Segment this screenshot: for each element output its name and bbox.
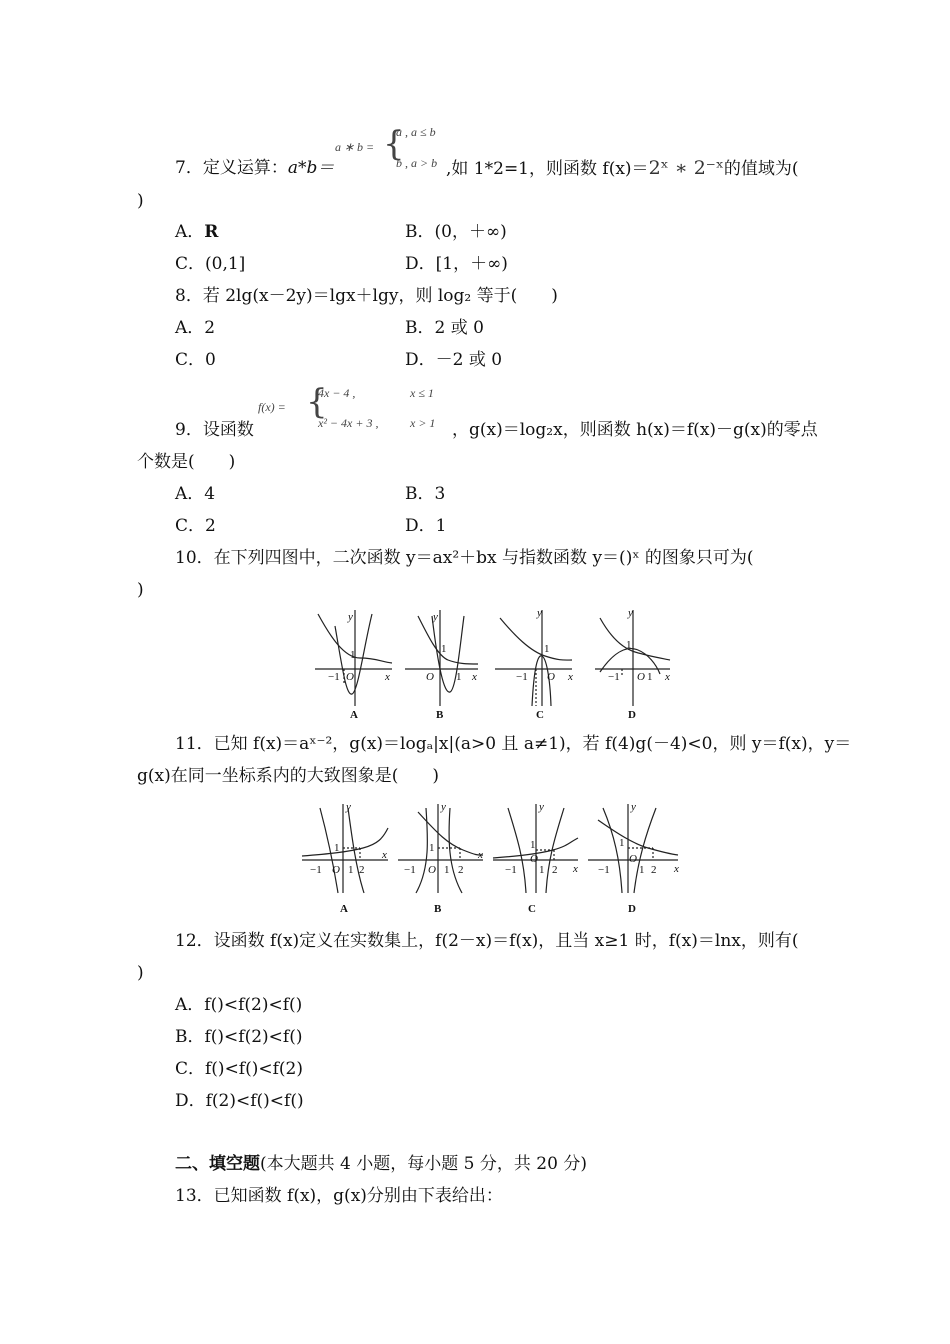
q9-piece2b: x > 1 xyxy=(410,416,436,430)
section2-heading xyxy=(175,1153,587,1175)
q11-b-one-x: 1 xyxy=(444,864,450,876)
q10-cont: ) xyxy=(137,580,144,600)
q11-d-one-x: 1 xyxy=(639,864,645,876)
q7-option-a-value: R xyxy=(204,222,219,242)
q11-a-neg-one: −1 xyxy=(310,864,322,876)
q11-c-x-label: x xyxy=(573,863,578,875)
q11-label-c: C xyxy=(528,903,536,915)
q7-option-d: D．[1，＋∞) xyxy=(405,254,508,274)
q7-mid: ,如 1*2=1，则函数 f(x)＝ xyxy=(446,159,649,179)
q10-b-exp-curve xyxy=(418,616,478,664)
q11-c-neg-one: −1 xyxy=(505,864,517,876)
q10-label-a: A xyxy=(350,709,358,721)
q10-c-exp-curve xyxy=(500,618,572,660)
q11-b-log-right xyxy=(449,808,462,893)
q10-a-one: 1 xyxy=(350,649,356,661)
q11-d-neg-one: −1 xyxy=(598,864,610,876)
q11-b-one: 1 xyxy=(429,842,435,854)
q9-option-b: B．3 xyxy=(405,484,446,504)
q11-graph-d xyxy=(588,804,678,893)
q10-d-one-x: 1 xyxy=(647,671,653,683)
q11-d-log-right xyxy=(634,808,656,893)
q11-graph-b xyxy=(398,804,483,893)
q10-graph-b xyxy=(405,610,478,706)
q7-piece1: a , a ≤ b xyxy=(396,125,436,139)
q11-a-one: 1 xyxy=(334,842,340,854)
q7-option-c: C．(0,1] xyxy=(175,254,246,274)
q9-brace: { xyxy=(306,382,328,422)
q10-c-y-label: y xyxy=(537,607,542,619)
q9-option-a: A．4 xyxy=(175,484,216,504)
q11-label-a: A xyxy=(340,903,348,915)
q9-piece1a: 4x − 4 , xyxy=(318,386,356,400)
section2-note: (本大题共 4 小题，每小题 5 分，共 20 分) xyxy=(260,1154,587,1174)
q10-d-x-label: x xyxy=(665,671,670,683)
q10-d-neg-one: −1 xyxy=(608,671,620,683)
q11-b-x-label: x xyxy=(478,849,483,861)
q10-graph-c xyxy=(495,610,572,706)
q8-option-c: C．0 xyxy=(175,350,216,370)
q9-prefix: 9．设函数 xyxy=(175,420,254,440)
q9-cont: 个数是( ) xyxy=(137,452,236,472)
q11-a-one-x: 1 xyxy=(348,864,354,876)
q9-piece2a: x² − 4x + 3 , xyxy=(318,416,379,430)
q7-line xyxy=(175,157,334,179)
section2-title: 二、填空题 xyxy=(175,1154,260,1174)
q10-a-neg-one: −1 xyxy=(328,671,340,683)
q7-brace: { xyxy=(383,124,405,164)
q10-c-x-label: x xyxy=(568,671,573,683)
q10-d-origin: O xyxy=(637,671,645,683)
q10-figure-svg xyxy=(310,606,680,726)
q9-piece1b: x ≤ 1 xyxy=(410,386,434,400)
q8-stem: 8．若 2lg(x－2y)＝lgx＋lgy，则 log₂ 等于( ) xyxy=(175,286,558,306)
q11-d-two-x: 2 xyxy=(651,864,657,876)
q10-label-d: D xyxy=(628,709,636,721)
q7-func: 2ˣ ∗ 2⁻ˣ xyxy=(648,157,724,179)
q10-b-y-label: y xyxy=(433,611,438,623)
q7-piece2: b , a > b xyxy=(396,156,438,170)
q10-a-x-label: x xyxy=(385,671,390,683)
q12-option-a: A．f()<f(2)<f() xyxy=(175,995,303,1015)
q10-b-x-label: x xyxy=(472,671,477,683)
q11-d-y-label: y xyxy=(631,801,636,813)
q11-d-log-left xyxy=(603,808,622,893)
q10-d-exp-curve xyxy=(600,618,670,660)
q7-option-a xyxy=(175,221,218,243)
q10-graph-d xyxy=(595,610,670,706)
q11-a-origin: O xyxy=(332,864,340,876)
q11-c-log-left xyxy=(508,808,526,893)
q10-b-one: 1 xyxy=(441,643,447,655)
q9-option-d: D．1 xyxy=(405,516,447,536)
q7-suffix: 的值域为( xyxy=(723,159,799,179)
q11-c-one-x: 1 xyxy=(539,864,545,876)
q11-label-b: B xyxy=(434,903,442,915)
q12-cont: ) xyxy=(137,963,144,983)
q10-a-origin: O xyxy=(346,671,354,683)
q11-a-two-x: 2 xyxy=(359,864,365,876)
q11-d-origin: O xyxy=(629,853,637,865)
q10-a-y-label: y xyxy=(348,611,353,623)
q7-prefix: 7．定义运算： xyxy=(175,158,288,178)
q12-option-c: C．f()<f()<f(2) xyxy=(175,1059,303,1079)
q10-label-c: C xyxy=(536,709,544,721)
q7-cont: ) xyxy=(137,191,144,211)
q11-b-two-x: 2 xyxy=(458,864,464,876)
q10-figure xyxy=(310,606,680,726)
q11-b-origin: O xyxy=(428,864,436,876)
q10-label-b: B xyxy=(436,709,444,721)
q11-c-one: 1 xyxy=(530,839,536,851)
q8-option-d: D．－2 或 0 xyxy=(405,350,503,370)
q11-stem: 11．已知 f(x)＝aˣ⁻²，g(x)＝logₐ|x|(a>0 且 a≠1)，若 f(4)g(－4)<0，则 y＝f(x)，y＝ xyxy=(175,734,852,754)
q11-b-y-label: y xyxy=(441,801,446,813)
q11-a-exp-curve xyxy=(302,828,388,856)
q9-piece-lhs: f(x) = xyxy=(258,400,286,414)
q11-c-y-label: y xyxy=(539,801,544,813)
q11-cont: g(x)在同一坐标系内的大致图象是( ) xyxy=(137,766,439,786)
q12-option-d: D．f(2)<f()<f() xyxy=(175,1091,304,1111)
q7-expr: a*b＝ xyxy=(287,158,335,178)
q10-c-neg-one: −1 xyxy=(516,671,528,683)
q11-d-x-label: x xyxy=(674,863,679,875)
q8-option-a: A．2 xyxy=(175,318,216,338)
q11-label-d: D xyxy=(628,903,636,915)
q10-b-one-x: 1 xyxy=(456,671,462,683)
q7-piece-lhs: a ∗ b = xyxy=(335,140,375,154)
q8-option-b: B．2 或 0 xyxy=(405,318,484,338)
q11-graph-c xyxy=(493,804,578,893)
q11-a-y-label: y xyxy=(346,801,351,813)
q10-d-one: 1 xyxy=(626,639,632,651)
q11-c-two-x: 2 xyxy=(552,864,558,876)
q10-b-origin: O xyxy=(426,671,434,683)
q7-option-b: B．(0，＋∞) xyxy=(405,222,507,242)
q11-figure-svg xyxy=(298,798,683,918)
q11-c-origin: O xyxy=(530,853,538,865)
q12-option-b: B．f()<f(2)<f() xyxy=(175,1027,303,1047)
q10-stem: 10．在下列四图中，二次函数 y＝ax²＋bx 与指数函数 y＝()ˣ 的图象只可为( xyxy=(175,548,754,568)
q9-option-c: C．2 xyxy=(175,516,216,536)
q11-b-neg-one: −1 xyxy=(404,864,416,876)
q11-graph-a xyxy=(302,804,388,893)
q10-c-origin: O xyxy=(547,671,555,683)
q7-option-a-label: A． xyxy=(175,222,205,242)
q13-stem: 13．已知函数 f(x)，g(x)分别由下表给出： xyxy=(175,1186,503,1206)
q11-a-x-label: x xyxy=(382,849,387,861)
q7-line-rest xyxy=(446,157,799,180)
q11-figure xyxy=(298,798,683,918)
q10-d-y-label: y xyxy=(628,607,633,619)
q12-stem: 12．设函数 f(x)定义在实数集上，f(2－x)＝f(x)，且当 x≥1 时，f(x)＝lnx，则有( xyxy=(175,931,799,951)
q10-c-one: 1 xyxy=(544,643,550,655)
q11-d-one: 1 xyxy=(619,837,625,849)
q9-suffix: ，g(x)＝log₂x，则函数 h(x)＝f(x)－g(x)的零点 xyxy=(452,420,818,440)
